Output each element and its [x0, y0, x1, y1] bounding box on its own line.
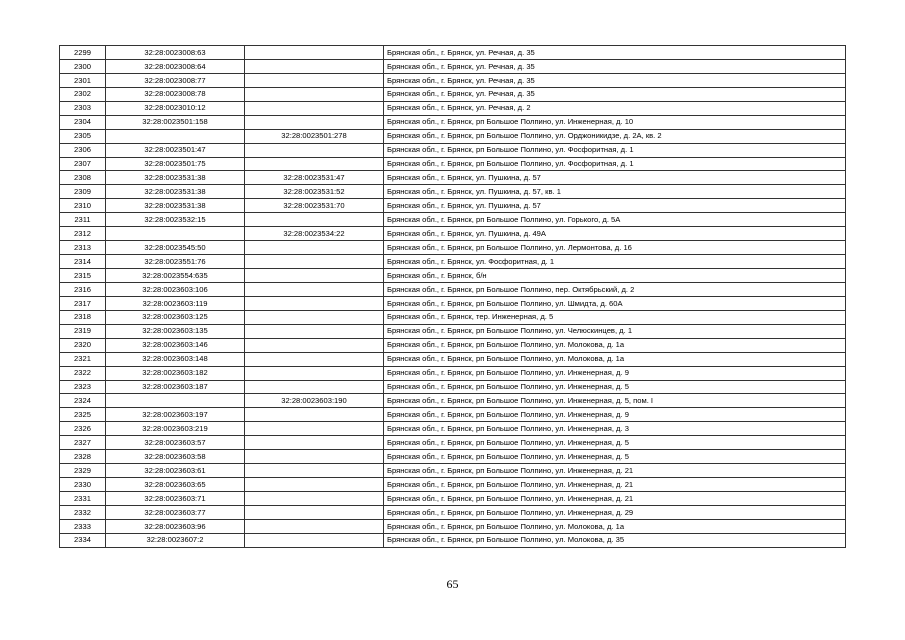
object-cadastral-number-cell — [245, 533, 384, 547]
table-row — [60, 338, 846, 352]
cadastral-number-cell: 32:28:0023008:63 — [106, 46, 245, 60]
table-row — [60, 157, 846, 171]
object-cadastral-number-cell — [245, 73, 384, 87]
cadastral-number-cell: 32:28:0023501:47 — [106, 143, 245, 157]
cadastral-number-cell: 32:28:0023603:125 — [106, 310, 245, 324]
object-cadastral-number-cell — [245, 380, 384, 394]
object-cadastral-number-cell — [245, 366, 384, 380]
row-number-cell: 2302 — [60, 87, 106, 101]
table-row — [60, 505, 846, 519]
address-cell: Брянская обл., г. Брянск, рп Большое Полпино, ул. Молокова, д. 1а — [384, 338, 846, 352]
object-cadastral-number-cell — [245, 143, 384, 157]
table-row — [60, 366, 846, 380]
address-cell: Брянская обл., г. Брянск, тер. Инженерная, д. 5 — [384, 310, 846, 324]
address-cell: Брянская обл., г. Брянск, рп Большое Полпино, ул. Инженерная, д. 5, пом. I — [384, 394, 846, 408]
address-cell: Брянская обл., г. Брянск, рп Большое Полпино, ул. Инженерная, д. 5 — [384, 436, 846, 450]
table-row — [60, 269, 846, 283]
cadastral-number-cell: 32:28:0023603:58 — [106, 450, 245, 464]
address-cell: Брянская обл., г. Брянск, ул. Речная, д. 35 — [384, 73, 846, 87]
row-number-cell: 2310 — [60, 199, 106, 213]
row-number-cell: 2330 — [60, 478, 106, 492]
table-row — [60, 143, 846, 157]
object-cadastral-number-cell: 32:28:0023531:70 — [245, 199, 384, 213]
table-row — [60, 408, 846, 422]
object-cadastral-number-cell — [245, 492, 384, 506]
cadastral-number-cell: 32:28:0023603:146 — [106, 338, 245, 352]
row-number-cell: 2312 — [60, 227, 106, 241]
table-row — [60, 422, 846, 436]
object-cadastral-number-cell — [245, 241, 384, 255]
table-row — [60, 59, 846, 73]
object-cadastral-number-cell — [245, 436, 384, 450]
address-cell: Брянская обл., г. Брянск, рп Большое Полпино, ул. Инженерная, д. 10 — [384, 115, 846, 129]
object-cadastral-number-cell: 32:28:0023501:278 — [245, 129, 384, 143]
object-cadastral-number-cell — [245, 46, 384, 60]
object-cadastral-number-cell: 32:28:0023531:47 — [245, 171, 384, 185]
table-row — [60, 73, 846, 87]
cadastral-number-cell: 32:28:0023531:38 — [106, 185, 245, 199]
cadastral-number-cell: 32:28:0023603:96 — [106, 519, 245, 533]
address-cell: Брянская обл., г. Брянск, ул. Пушкина, д. 49А — [384, 227, 846, 241]
address-cell: Брянская обл., г. Брянск, рп Большое Полпино, ул. Челюскинцев, д. 1 — [384, 324, 846, 338]
address-cell: Брянская обл., г. Брянск, рп Большое Полпино, пер. Октябрьский, д. 2 — [384, 282, 846, 296]
cadastral-number-cell: 32:28:0023603:119 — [106, 296, 245, 310]
table-row — [60, 185, 846, 199]
cadastral-number-cell: 32:28:0023603:61 — [106, 464, 245, 478]
page-number: 65 — [446, 577, 459, 591]
cadastral-number-cell: 32:28:0023008:78 — [106, 87, 245, 101]
table-row — [60, 199, 846, 213]
table-row — [60, 87, 846, 101]
row-number-cell: 2313 — [60, 241, 106, 255]
table-row — [60, 46, 846, 60]
object-cadastral-number-cell — [245, 101, 384, 115]
address-cell: Брянская обл., г. Брянск, ул. Речная, д. 35 — [384, 46, 846, 60]
cadastral-number-cell: 32:28:0023603:135 — [106, 324, 245, 338]
address-cell: Брянская обл., г. Брянск, рп Большое Полпино, ул. Горького, д. 5А — [384, 213, 846, 227]
row-number-cell: 2318 — [60, 310, 106, 324]
row-number-cell: 2334 — [60, 533, 106, 547]
object-cadastral-number-cell — [245, 519, 384, 533]
table-row — [60, 213, 846, 227]
table-body — [60, 46, 846, 548]
cadastral-number-cell: 32:28:0023603:197 — [106, 408, 245, 422]
row-number-cell: 2317 — [60, 296, 106, 310]
table-row — [60, 464, 846, 478]
address-cell: Брянская обл., г. Брянск, рп Большое Полпино, ул. Инженерная, д. 21 — [384, 492, 846, 506]
row-number-cell: 2326 — [60, 422, 106, 436]
row-number-cell: 2304 — [60, 115, 106, 129]
address-cell: Брянская обл., г. Брянск, рп Большое Полпино, ул. Инженерная, д. 9 — [384, 366, 846, 380]
table-row — [60, 352, 846, 366]
table-row — [60, 533, 846, 547]
address-cell: Брянская обл., г. Брянск, рп Большое Полпино, ул. Молокова, д. 1а — [384, 352, 846, 366]
object-cadastral-number-cell — [245, 408, 384, 422]
address-cell: Брянская обл., г. Брянск, ул. Речная, д. 2 — [384, 101, 846, 115]
object-cadastral-number-cell — [245, 59, 384, 73]
address-cell: Брянская обл., г. Брянск, рп Большое Полпино, ул. Инженерная, д. 9 — [384, 408, 846, 422]
row-number-cell: 2323 — [60, 380, 106, 394]
row-number-cell: 2311 — [60, 213, 106, 227]
address-cell: Брянская обл., г. Брянск, ул. Пушкина, д. 57 — [384, 171, 846, 185]
object-cadastral-number-cell — [245, 450, 384, 464]
address-cell: Брянская обл., г. Брянск, ул. Речная, д. 35 — [384, 87, 846, 101]
table-row — [60, 324, 846, 338]
table-row — [60, 310, 846, 324]
table-row — [60, 478, 846, 492]
cadastral-number-cell: 32:28:0023551:76 — [106, 255, 245, 269]
table-row — [60, 129, 846, 143]
row-number-cell: 2314 — [60, 255, 106, 269]
object-cadastral-number-cell: 32:28:0023534:22 — [245, 227, 384, 241]
cadastral-number-cell — [106, 129, 245, 143]
address-cell: Брянская обл., г. Брянск, рп Большое Полпино, ул. Инженерная, д. 21 — [384, 464, 846, 478]
address-cell: Брянская обл., г. Брянск, рп Большое Полпино, ул. Орджоникидзе, д. 2А, кв. 2 — [384, 129, 846, 143]
cadastral-number-cell: 32:28:0023531:38 — [106, 171, 245, 185]
table-row — [60, 282, 846, 296]
address-cell: Брянская обл., г. Брянск, ул. Пушкина, д. 57 — [384, 199, 846, 213]
address-cell: Брянская обл., г. Брянск, рп Большое Полпино, ул. Инженерная, д. 5 — [384, 380, 846, 394]
row-number-cell: 2327 — [60, 436, 106, 450]
address-cell: Брянская обл., г. Брянск, ул. Пушкина, д. 57, кв. 1 — [384, 185, 846, 199]
object-cadastral-number-cell — [245, 422, 384, 436]
table-row — [60, 171, 846, 185]
address-cell: Брянская обл., г. Брянск, рп Большое Полпино, ул. Молокова, д. 1а — [384, 519, 846, 533]
row-number-cell: 2322 — [60, 366, 106, 380]
object-cadastral-number-cell — [245, 296, 384, 310]
object-cadastral-number-cell — [245, 324, 384, 338]
cadastral-number-cell: 32:28:0023603:106 — [106, 282, 245, 296]
address-cell: Брянская обл., г. Брянск, б/н — [384, 269, 846, 283]
address-cell: Брянская обл., г. Брянск, рп Большое Полпино, ул. Шмидта, д. 60А — [384, 296, 846, 310]
row-number-cell: 2299 — [60, 46, 106, 60]
cadastral-number-cell: 32:28:0023532:15 — [106, 213, 245, 227]
cadastral-number-cell: 32:28:0023501:75 — [106, 157, 245, 171]
object-cadastral-number-cell — [245, 269, 384, 283]
object-cadastral-number-cell — [245, 338, 384, 352]
cadastral-number-cell: 32:28:0023603:57 — [106, 436, 245, 450]
table-row — [60, 101, 846, 115]
row-number-cell: 2301 — [60, 73, 106, 87]
object-cadastral-number-cell — [245, 157, 384, 171]
table-row — [60, 436, 846, 450]
row-number-cell: 2315 — [60, 269, 106, 283]
row-number-cell: 2306 — [60, 143, 106, 157]
row-number-cell: 2309 — [60, 185, 106, 199]
cadastral-number-cell: 32:28:0023603:219 — [106, 422, 245, 436]
address-cell: Брянская обл., г. Брянск, рп Большое Полпино, ул. Фосфоритная, д. 1 — [384, 157, 846, 171]
cadastral-number-cell: 32:28:0023603:65 — [106, 478, 245, 492]
cadastral-number-cell: 32:28:0023501:158 — [106, 115, 245, 129]
row-number-cell: 2303 — [60, 101, 106, 115]
object-cadastral-number-cell — [245, 478, 384, 492]
object-cadastral-number-cell — [245, 255, 384, 269]
address-cell: Брянская обл., г. Брянск, рп Большое Полпино, ул. Инженерная, д. 5 — [384, 450, 846, 464]
object-cadastral-number-cell — [245, 282, 384, 296]
address-cell: Брянская обл., г. Брянск, рп Большое Полпино, ул. Лермонтова, д. 16 — [384, 241, 846, 255]
row-number-cell: 2319 — [60, 324, 106, 338]
address-cell: Брянская обл., г. Брянск, ул. Речная, д. 35 — [384, 59, 846, 73]
cadastral-number-cell: 32:28:0023603:182 — [106, 366, 245, 380]
address-cell: Брянская обл., г. Брянск, рп Большое Полпино, ул. Инженерная, д. 3 — [384, 422, 846, 436]
table-row — [60, 227, 846, 241]
table-row — [60, 115, 846, 129]
cadastral-number-cell: 32:28:0023010:12 — [106, 101, 245, 115]
property-table — [59, 45, 846, 548]
object-cadastral-number-cell — [245, 464, 384, 478]
object-cadastral-number-cell: 32:28:0023531:52 — [245, 185, 384, 199]
cadastral-number-cell: 32:28:0023603:148 — [106, 352, 245, 366]
cadastral-number-cell — [106, 394, 245, 408]
row-number-cell: 2324 — [60, 394, 106, 408]
cadastral-number-cell: 32:28:0023531:38 — [106, 199, 245, 213]
cadastral-number-cell: 32:28:0023603:71 — [106, 492, 245, 506]
address-cell: Брянская обл., г. Брянск, рп Большое Полпино, ул. Инженерная, д. 29 — [384, 505, 846, 519]
row-number-cell: 2308 — [60, 171, 106, 185]
table-row — [60, 450, 846, 464]
table-row — [60, 394, 846, 408]
address-cell: Брянская обл., г. Брянск, рп Большое Полпино, ул. Инженерная, д. 21 — [384, 478, 846, 492]
row-number-cell: 2321 — [60, 352, 106, 366]
object-cadastral-number-cell — [245, 505, 384, 519]
address-cell: Брянская обл., г. Брянск, рп Большое Полпино, ул. Фосфоритная, д. 1 — [384, 143, 846, 157]
cadastral-number-cell: 32:28:0023607:2 — [106, 533, 245, 547]
row-number-cell: 2328 — [60, 450, 106, 464]
cadastral-number-cell: 32:28:0023008:64 — [106, 59, 245, 73]
cadastral-number-cell — [106, 227, 245, 241]
row-number-cell: 2333 — [60, 519, 106, 533]
object-cadastral-number-cell — [245, 352, 384, 366]
cadastral-number-cell: 32:28:0023603:187 — [106, 380, 245, 394]
row-number-cell: 2331 — [60, 492, 106, 506]
row-number-cell: 2320 — [60, 338, 106, 352]
cadastral-number-cell: 32:28:0023554:635 — [106, 269, 245, 283]
table-row — [60, 241, 846, 255]
row-number-cell: 2329 — [60, 464, 106, 478]
cadastral-number-cell: 32:28:0023008:77 — [106, 73, 245, 87]
object-cadastral-number-cell — [245, 87, 384, 101]
row-number-cell: 2300 — [60, 59, 106, 73]
row-number-cell: 2307 — [60, 157, 106, 171]
row-number-cell: 2316 — [60, 282, 106, 296]
object-cadastral-number-cell — [245, 115, 384, 129]
object-cadastral-number-cell — [245, 213, 384, 227]
table-row — [60, 255, 846, 269]
table-row — [60, 519, 846, 533]
table-row — [60, 380, 846, 394]
row-number-cell: 2325 — [60, 408, 106, 422]
cadastral-number-cell: 32:28:0023545:50 — [106, 241, 245, 255]
cadastral-number-cell: 32:28:0023603:77 — [106, 505, 245, 519]
object-cadastral-number-cell: 32:28:0023603:190 — [245, 394, 384, 408]
row-number-cell: 2332 — [60, 505, 106, 519]
table-row — [60, 296, 846, 310]
address-cell: Брянская обл., г. Брянск, ул. Фосфоритная, д. 1 — [384, 255, 846, 269]
table-row — [60, 492, 846, 506]
object-cadastral-number-cell — [245, 310, 384, 324]
row-number-cell: 2305 — [60, 129, 106, 143]
address-cell: Брянская обл., г. Брянск, рп Большое Полпино, ул. Молокова, д. 35 — [384, 533, 846, 547]
